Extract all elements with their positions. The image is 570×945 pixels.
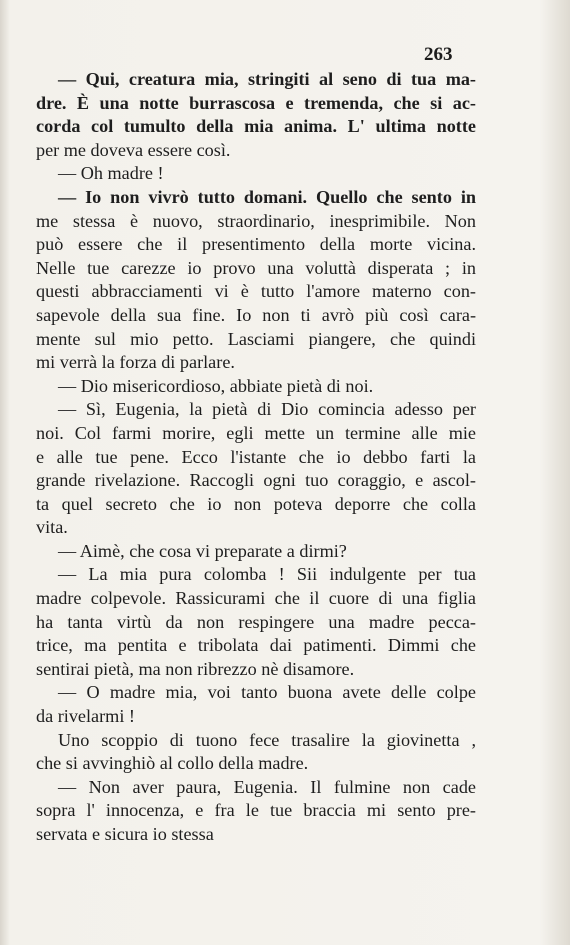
text-line: Nelle tue carezze io provo una voluttà disperata ; in: [36, 257, 476, 278]
text-line: — Oh madre !: [58, 163, 164, 184]
text-line: trice, ma pentita e tribolata dai patimenti. Dimmi che: [36, 635, 476, 656]
text-line: — Dio misericordioso, abbiate pietà di noi.: [58, 375, 374, 396]
text-line: può essere che il presentimento della morte vicina.: [36, 234, 476, 255]
page-number: 263: [424, 44, 453, 65]
text-line: mente sul mio petto. Lasciami piangere, che quindi: [36, 328, 476, 349]
text-line: — Aimè, che cosa vi preparate a dirmi?: [58, 540, 347, 561]
text-line: mi verrà la forza di parlare.: [36, 352, 235, 373]
text-line: — O madre mia, voi tanto buona avete delle colpe: [58, 682, 476, 703]
text-line: sopra l' innocenza, e fra le tue braccia mi sento pre-: [36, 800, 476, 821]
text-line: per me doveva essere così.: [36, 139, 231, 160]
text-line: vita.: [36, 517, 68, 538]
text-line: che si avvinghiò al collo della madre.: [36, 753, 309, 774]
text-line: — La mia pura colomba ! Sii indulgente per tua: [58, 564, 476, 585]
text-line: noi. Col farmi morire, egli mette un termine alle mie: [36, 422, 476, 443]
body-text: [36, 68, 476, 847]
text-line: — Io non vivrò tutto domani. Quello che sento in: [58, 186, 476, 207]
text-line: madre colpevole. Rassicurami che il cuore di una figlia: [36, 588, 476, 609]
text-line: corda col tumulto della mia anima. L' ultima notte: [36, 116, 476, 137]
text-line: — Non aver paura, Eugenia. Il fulmine non cade: [58, 776, 476, 797]
text-line: grande rivelazione. Raccogli ogni tuo coraggio, e ascol-: [36, 470, 476, 491]
text-line: ta quel secreto che io non poteva deporre che colla: [36, 493, 476, 514]
text-line: dre. È una notte burrascosa e tremenda, che si ac-: [36, 92, 476, 113]
text-line: me stessa è nuovo, straordinario, inesprimibile. Non: [36, 210, 476, 231]
text-line: ha tanta virtù da non respingere una madre pecca-: [36, 611, 476, 632]
text-line: Uno scoppio di tuono fece trasalire la giovinetta ,: [58, 729, 476, 750]
text-line: questi abbracciamenti vi è tutto l'amore materno con-: [36, 281, 476, 302]
text-line: — Qui, creatura mia, stringiti al seno di tua ma-: [58, 69, 476, 89]
text-line: sapevole della sua fine. Io non ti avrò più così cara-: [36, 304, 476, 325]
text-line: — Sì, Eugenia, la pietà di Dio comincia adesso per: [58, 399, 476, 420]
text-line: e alle tue pene. Ecco l'istante che io debbo farti la: [36, 446, 476, 467]
text-line: servata e sicura io stessa: [36, 824, 214, 844]
text-line: sentirai pietà, ma non ribrezzo nè disamore.: [36, 658, 355, 679]
text-line: da rivelarmi !: [36, 706, 135, 727]
